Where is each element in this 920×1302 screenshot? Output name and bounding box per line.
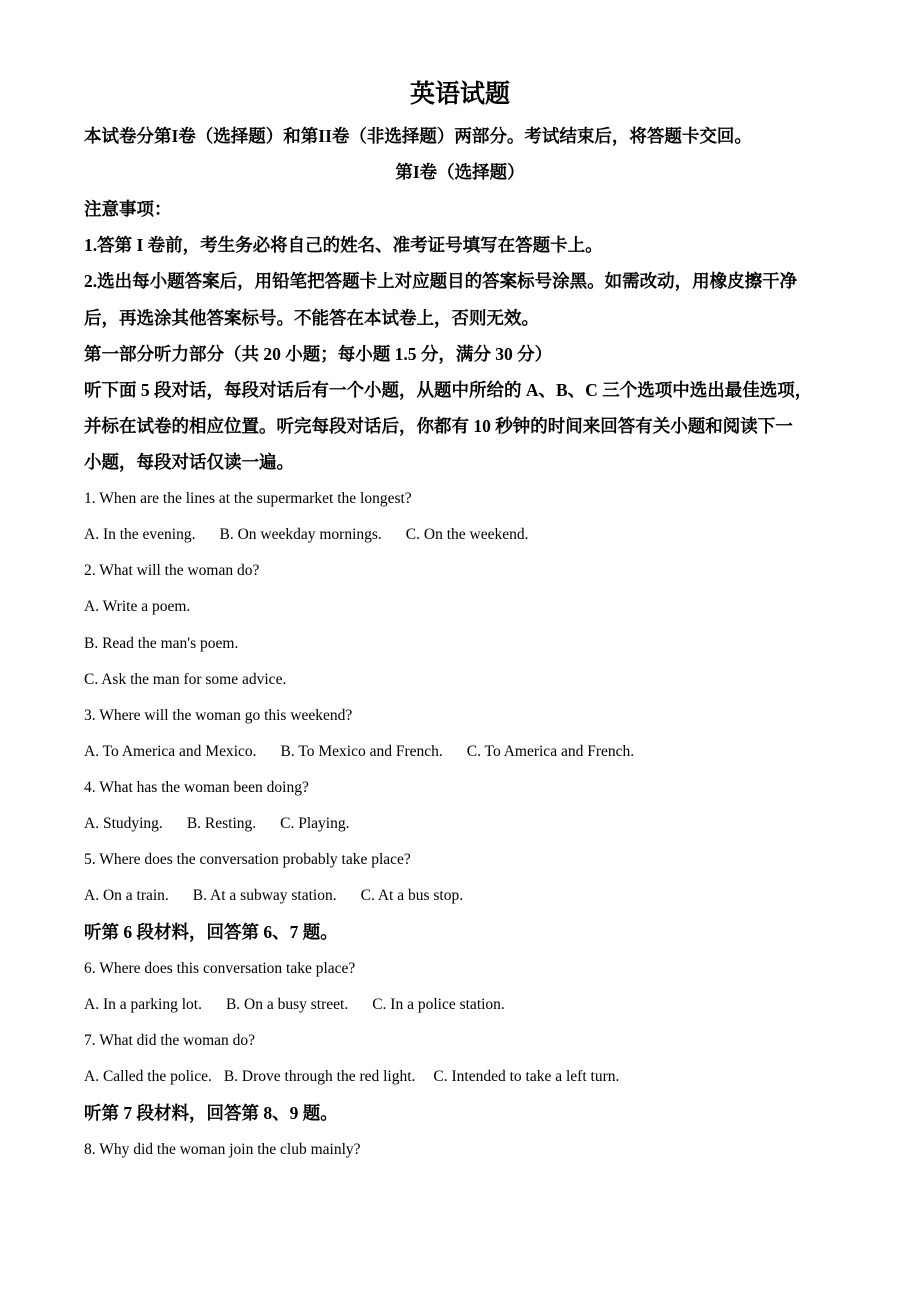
option-c: C. Ask the man for some advice. <box>84 671 287 688</box>
option-c: C. In a police station. <box>372 996 505 1013</box>
question-1: 1. When are the lines at the supermarket the longest? <box>84 490 412 507</box>
question-4-options <box>84 812 349 836</box>
instruction-line: 并标在试卷的相应位置。听完每段对话后，你都有 10 秒钟的时间来回答有关小题和阅读下一 <box>84 416 793 436</box>
question-7: 7. What did the woman do? <box>84 1032 256 1049</box>
option-c: C. Playing. <box>280 815 350 832</box>
question-6: 6. Where does this conversation take place? <box>84 960 356 977</box>
question-6-options <box>84 993 505 1017</box>
notice-heading: 注意事项： <box>84 199 172 219</box>
question-3-options <box>84 740 634 764</box>
option-a: A. In a parking lot. <box>84 996 202 1013</box>
question-2: 2. What will the woman do? <box>84 562 260 579</box>
option-c: C. To America and French. <box>466 743 635 760</box>
option-b: B. Resting. <box>186 815 257 832</box>
option-b: B. On a busy street. <box>225 996 349 1013</box>
page-title: 英语试题 <box>409 81 510 108</box>
option-a: A. Called the police. <box>84 1068 212 1085</box>
option-b: B. At a subway station. <box>192 887 337 904</box>
question-7-options <box>84 1065 619 1089</box>
notice-item: 2.选出每小题答案后，用铅笔把答题卡上对应题目的答案标号涂黑。如需改动，用橡皮擦干净 <box>84 271 798 291</box>
option-b: B. Drove through the red light. <box>223 1068 416 1085</box>
question-8: 8. Why did the woman join the club mainly? <box>84 1141 361 1158</box>
part-heading: 第一部分听力部分（共 20 小题；每小题 1.5 分，满分 30 分） <box>84 344 553 364</box>
question-5: 5. Where does the conversation probably take place? <box>84 851 411 868</box>
question-5-options <box>84 884 463 908</box>
instruction-line: 小题，每段对话仅读一遍。 <box>84 452 294 472</box>
option-c: C. Intended to take a left turn. <box>433 1068 620 1085</box>
notice-item: 后，再选涂其他答案标号。不能答在本试卷上，否则无效。 <box>84 308 539 328</box>
option-b: B. Read the man's poem. <box>84 635 239 652</box>
option-a: A. Studying. <box>84 815 163 832</box>
section-title: 第I卷（选择题） <box>395 162 525 182</box>
option-a: A. On a train. <box>84 887 169 904</box>
material-heading: 听第 6 段材料，回答第 6、7 题。 <box>84 922 338 942</box>
option-a: A. Write a poem. <box>84 598 191 615</box>
option-c: C. On the weekend. <box>405 526 529 543</box>
option-c: C. At a bus stop. <box>360 887 464 904</box>
question-3: 3. Where will the woman go this weekend? <box>84 707 353 724</box>
question-1-options <box>84 523 528 547</box>
option-a: A. To America and Mexico. <box>84 743 257 760</box>
intro-text: 本试卷分第I卷（选择题）和第II卷（非选择题）两部分。考试结束后，将答题卡交回。 <box>84 126 752 146</box>
material-heading: 听第 7 段材料，回答第 8、9 题。 <box>84 1103 338 1123</box>
notice-item: 1.答第 I 卷前，考生务必将自己的姓名、准考证号填写在答题卡上。 <box>84 235 603 255</box>
option-a: A. In the evening. <box>84 526 196 543</box>
instruction-line: 听下面 5 段对话，每段对话后有一个小题，从题中所给的 A、B、C 三个选项中选出最佳选项， <box>84 380 813 400</box>
option-b: B. On weekday mornings. <box>219 526 382 543</box>
question-4: 4. What has the woman been doing? <box>84 779 309 796</box>
option-b: B. To Mexico and French. <box>280 743 443 760</box>
